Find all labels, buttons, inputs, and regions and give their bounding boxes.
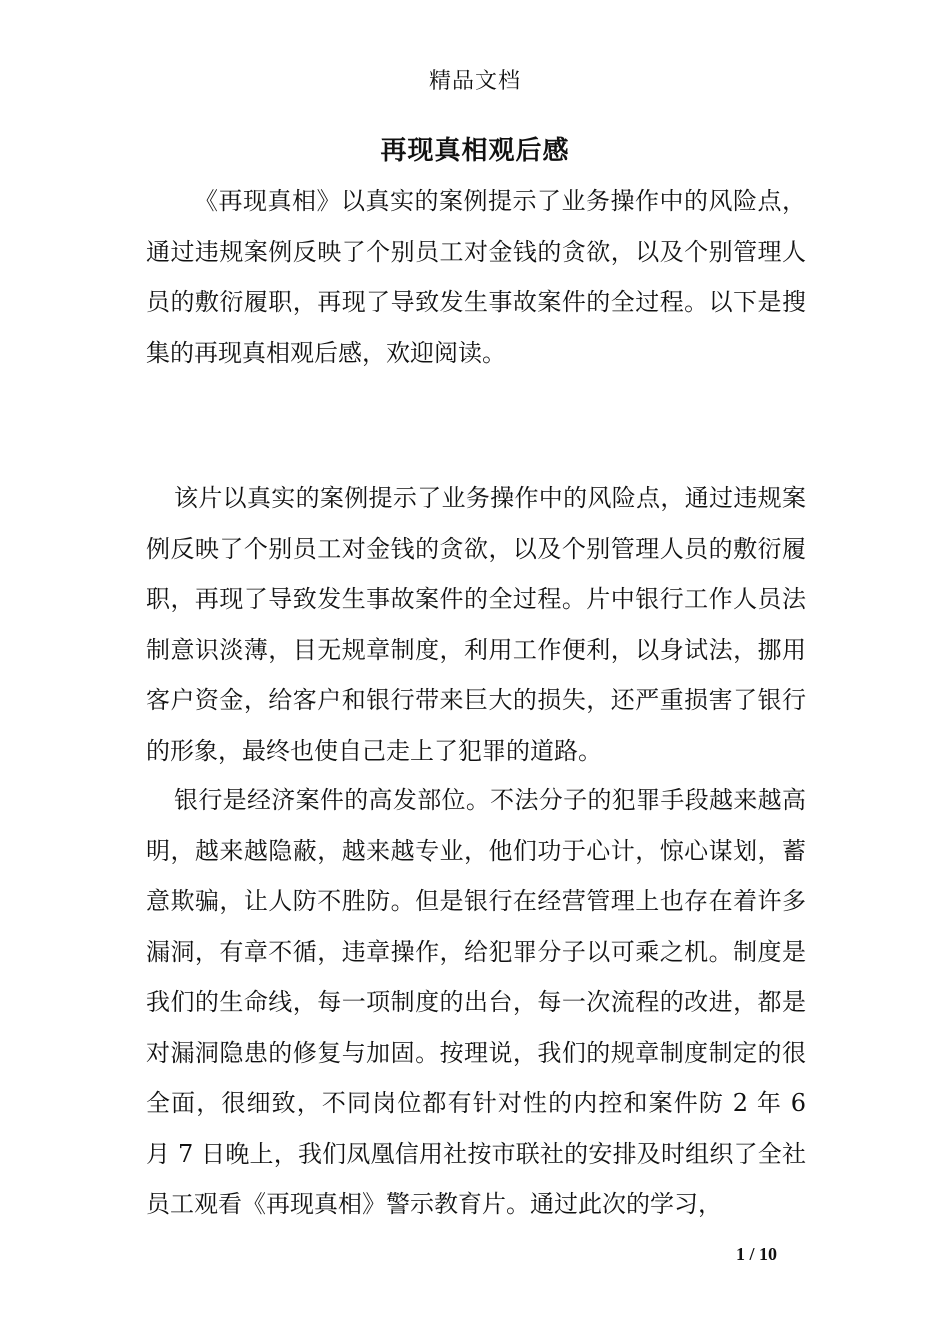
document-title: 再现真相观后感 [380,136,570,166]
paragraph-body-2: 银行是经济案件的高发部位。不法分子的犯罪手段越来越高明，越来越隐蔽，越来越专业，他们功于心计，惊心谋划，蓄意欺骗，让人防不胜防。但是银行在经营管理上也存在着许多漏洞，有章不循，违章操作，给犯罪分子以可乘之机。制度是我们的生命线，每一项制度的出台，每一次流程的改进，都是对漏洞隐患的修复与加固。按理说，我们的规章制度制定的很全面，很细致，不同岗位都有针对性的内控和案件防 2 年 6 月 7 日晚上，我们凤凰信用社按市联社的安排及时组织了全社员工观看《再现真相》警示教育片。通过此次的学习， [146,786,806,1218]
paragraph-body-1: 该片以真实的案例提示了业务操作中的风险点，通过违规案例反映了个别员工对金钱的贪欲，以及个别管理人员的敷衍履职，再现了导致发生事故案件的全过程。片中银行工作人员法制意识淡薄，目无规章制度，利用工作便利，以身试法，挪用客户资金，给客户和银行带来巨大的损失，还严重损害了银行的形象，最终也使自己走上了犯罪的道路。 [146,484,806,765]
paragraph-intro: 《再现真相》以真实的案例提示了业务操作中的风险点，通过违规案例反映了个别员工对金钱的贪欲，以及个别管理人员的敷衍履职，再现了导致发生事故案件的全过程。以下是搜集的再现真相观后感，欢迎阅读。 [146,187,806,367]
page-header: 精品文档 [428,69,521,94]
page-number: 1 / 10 [736,1244,778,1264]
